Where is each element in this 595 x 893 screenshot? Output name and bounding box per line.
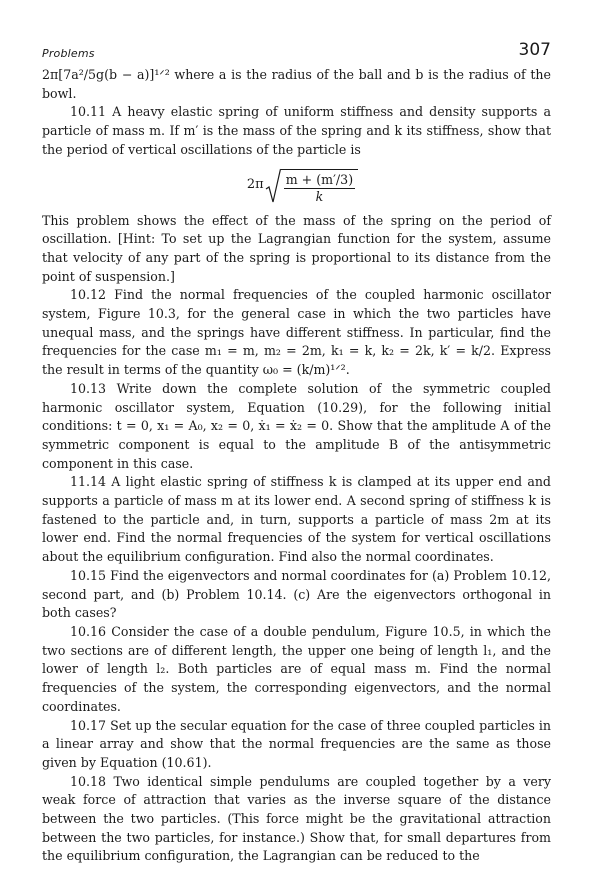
formula-radicand [281,169,358,204]
problem-10-13: 10.13 Write down the complete solution of the symmetric coupled harmonic oscillator system, Equation (10.29), for the following initial conditions: t = 0, x₁ = A₀, x₂ = 0, ẋ₁ = ẋ₂ = 0. Show that the amplitude A of the symmetric component is equal to the amplitude B of the antisymmetric component in this case. [42,380,551,471]
problem-10-11-continued: This problem shows the effect of the mass of the spring on the period of oscillation. [Hint: To set up the Lagrangian function for the system, assume that velocity of any part of the spring is proportional to its distance from the point of suspension.] [42,212,551,284]
problem-10-12: 10.12 Find the normal frequencies of the coupled harmonic oscillator system, Figure 10.3, for the general case in which the two particles have unequal mass, and the springs have different stiffness. In particular, find the frequencies for the case m₁ = m, m₂ = 2m, k₁ = k, k₂ = 2k, k′ = k/2. Express the result in terms of the quantity ω₀ = (k/m)¹ᐟ². [42,287,551,378]
running-head: Problems [42,47,95,60]
problem-10-16: 10.16 Consider the case of a double pendulum, Figure 10.5, in which the two sections are of different length, the upper one being of length l₁, and the lower of length l₂. Both particles are of equal mass m. Find the normal frequencies of the system, the corresponding eigenvectors, and the normal coordinates. [42,623,551,714]
paragraph-continuation: 2π[7a²/5g(b − a)]¹ᐟ² where a is the radius of the ball and b is the radius of the bowl. [42,67,551,101]
formula-numerator: m + (m′/3) [285,171,354,187]
page-number: 307 [518,40,551,60]
period-formula [54,166,551,206]
problem-10-11: 10.11 A heavy elastic spring of uniform stiffness and density supports a particle of mass m. If m′ is the mass of the spring and k its stiffness, show that the period of vertical oscillations of the particle is [42,104,551,157]
problem-10-15: 10.15 Find the eigenvectors and normal coordinates for (a) Problem 10.12, second part, and (b) Problem 10.14. (c) Are the eigenvectors orthogonal in both cases? [42,567,551,621]
problem-10-17: 10.17 Set up the secular equation for the case of three coupled particles in a linear array and show that the normal frequencies are the same as those given by Equation (10.61). [42,717,551,770]
problem-11-14: 11.14 A light elastic spring of stiffness k is clamped at its upper end and supports a particle of mass m at its lower end. A second spring of stiffness k is fastened to the particle and, in turn, supports a particle of mass 2m at its lower end. Find the normal frequencies of the system for vertical oscillations about the equilibrium configuration. Find also the normal coordinates. [42,474,551,565]
formula-coefficient: 2π [246,177,264,193]
formula-denominator: k [315,188,324,204]
page-body [42,66,551,866]
problem-10-18: 10.18 Two identical simple pendulums are coupled together by a very weak force of attraction that varies as the inverse square of the distance between the two particles. (This force might be the gravitational attraction between the two particles, for instance.) Show that, for small departures from the equilibrium configuration, the Lagrangian can be reduced to the [42,773,551,864]
square-root-sign [265,168,281,204]
page-header [42,30,551,60]
